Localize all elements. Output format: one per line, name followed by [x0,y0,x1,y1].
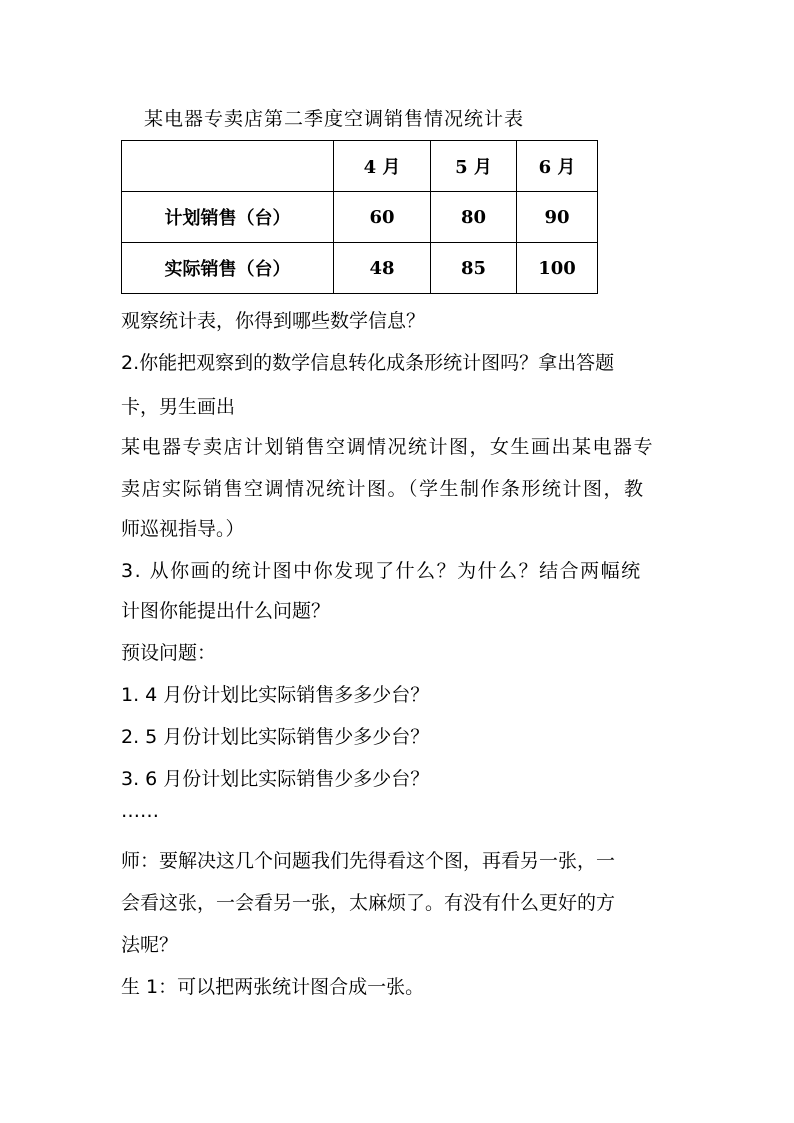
paragraph-line: 师：要解决这几个问题我们先得看这个图，再看另一张，一 [121,850,616,872]
table-header-row [122,141,598,192]
paragraph-line: 会看这张，一会看另一张，太麻烦了。有没有什么更好的方 [121,892,616,914]
sales-statistics-table [121,140,598,294]
table-header-cell [122,141,334,192]
paragraph-line: 2. 5 月份计划比实际销售少多少台？ [121,726,430,748]
table-header-cell: 5 月 [431,141,517,192]
table-row [122,192,598,243]
table-row [122,243,598,294]
paragraph-line: 观察统计表，你得到哪些数学信息？ [121,310,426,332]
table-header-cell: 4 月 [334,141,431,192]
paragraph-line: 3. 从你画的统计图中你发现了什么？为什么？结合两幅统 [121,560,642,582]
table-cell: 80 [431,192,517,243]
paragraph-line: 1. 4 月份计划比实际销售多多少台？ [121,684,430,706]
paragraph-line: 卡，男生画出 [121,396,236,418]
table-cell: 100 [517,243,598,294]
paragraph-line: 某电器专卖店计划销售空调情况统计图，女生画出某电器专 [121,436,655,458]
paragraph-line: 2.你能把观察到的数学信息转化成条形统计图吗？拿出答题 [121,352,615,374]
paragraph-line: 法呢？ [121,934,179,956]
table-cell: 48 [334,243,431,294]
paragraph-line: 计图你能提出什么问题？ [121,600,331,622]
paragraph-line: 师巡视指导。） [121,518,245,540]
table-row-label: 计划销售（台） [122,192,334,243]
paragraph-line: 卖店实际销售空调情况统计图。（学生制作条形统计图，教 [121,478,645,500]
paragraph-line: 预设问题： [121,642,217,664]
table-cell: 85 [431,243,517,294]
table-cell: 90 [517,192,598,243]
table-row-label: 实际销售（台） [122,243,334,294]
table-header-cell: 6 月 [517,141,598,192]
paragraph-line: 生 1：可以把两张统计图合成一张。 [121,976,425,998]
table-title: 某电器专卖店第二季度空调销售情况统计表 [144,108,525,130]
table-cell: 60 [334,192,431,243]
paragraph-line: 3. 6 月份计划比实际销售少多少台？ [121,768,430,790]
paragraph-line: …… [121,800,159,822]
